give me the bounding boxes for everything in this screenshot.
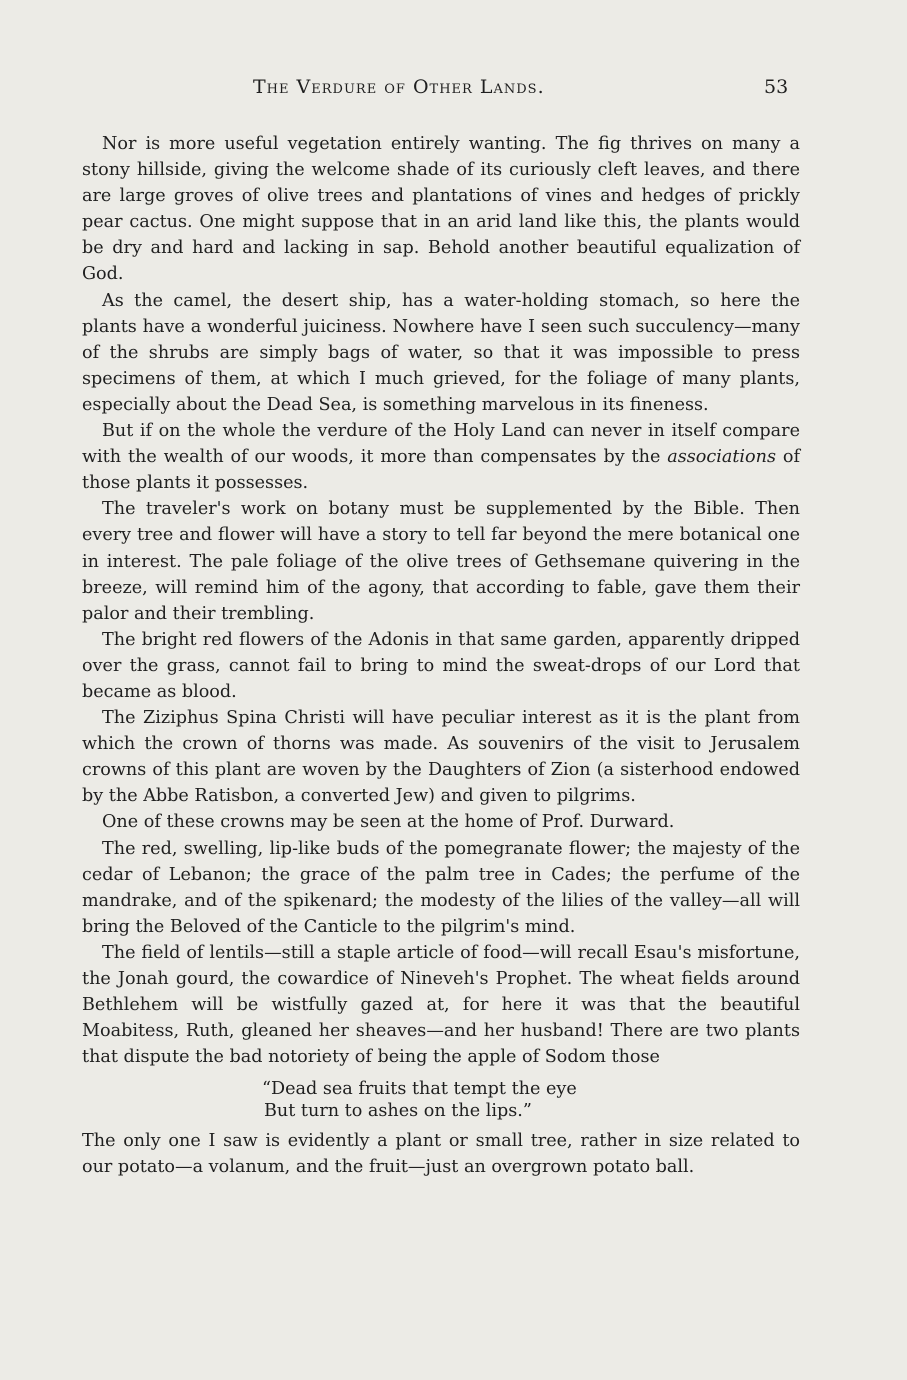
paragraph-2: As the camel, the desert ship, has a water-holding stomach, so here the plants have a wonderful juiciness. Nowhere have I seen such succulency—many of the shrubs are simply bags of water, so that it was impossible to press specimens of them, at which I much grieved, for the foliage of many plants, especially about the Dead Sea, is something marvelous in its fineness. <box>82 290 800 415</box>
paragraph-3 <box>82 418 800 496</box>
closing-paragraph: The only one I saw is evidently a plant or small tree, rather in size related to our potato—a volanum, and the fruit—just an overgrown potato ball. <box>82 1131 800 1178</box>
quote-line-1: “Dead sea fruits that tempt the eye <box>262 1079 577 1100</box>
emphasized-associations: associations <box>667 447 777 468</box>
paragraph-5: The bright red flowers of the Adonis in that same garden, apparently dripped over the grass, cannot fail to bring to mind the sweat-drops of our Lord that became as blood. <box>82 629 800 702</box>
quote-line-2: But turn to ashes on the lips.” <box>264 1101 532 1122</box>
chapter-title: The Verdure of Other Lands. <box>253 76 545 98</box>
running-header <box>0 76 907 106</box>
paragraph-3-after: of those plants it possesses. <box>82 447 801 494</box>
page-number: 53 <box>764 76 789 98</box>
paragraph-1: Nor is more useful vegetation entirely wanting. The fig thrives on many a stony hillside, giving the welcome shade of its curiously cleft leaves, and there are large groves of olive trees and plantations of vines and hedges of prickly pear cactus. One might suppose that in an arid land like this, the plants would be dry and hard and lacking in sap. Behold another beautiful equalization of God. <box>82 134 800 285</box>
paragraph-6: The Ziziphus Spina Christi will have peculiar interest as it is the plant from which the crown of thorns was made. As souvenirs of the visit to Jerusalem crowns of this plant are woven by the Daughters of Zion (a sisterhood endowed by the Abbe Ratisbon, a converted Jew) and given to pilgrims. <box>82 708 800 807</box>
body-text <box>82 131 800 1181</box>
paragraph-7: One of these crowns may be seen at the home of Prof. Durward. <box>102 812 675 833</box>
paragraph-9: The field of lentils—still a staple article of food—will recall Esau's misfortune, the Jonah gourd, the cowardice of Nineveh's Prophet. The wheat fields around Bethlehem will be wistfully gazed at, for here it was that the beautiful Moabitess, Ruth, gleaned her sheaves—and her husband! There are two plants that dispute the bad notoriety of being the apple of Sodom those <box>82 942 800 1068</box>
paragraph-8: The red, swelling, lip-like buds of the pomegranate flower; the majesty of the cedar of Lebanon; the grace of the palm tree in Cades; the perfume of the mandrake, and of the spikenard; the modesty of the lilies of the valley—all will bring the Beloved of the Canticle to the pilgrim's mind. <box>82 838 800 937</box>
block-quote <box>82 1078 800 1122</box>
paragraph-4: The traveler's work on botany must be supplemented by the Bible. Then every tree and flower will have a story to tell far beyond the mere botanical one in interest. The pale foliage of the olive trees of Gethsemane quivering in the breeze, will remind him of the agony, that according to fable, gave them their palor and their trembling. <box>82 499 800 624</box>
paragraph-3-before: But if on the whole the verdure of the Holy Land can never in itself compare with the wealth of our woods, it more than compensates by the <box>82 421 800 468</box>
